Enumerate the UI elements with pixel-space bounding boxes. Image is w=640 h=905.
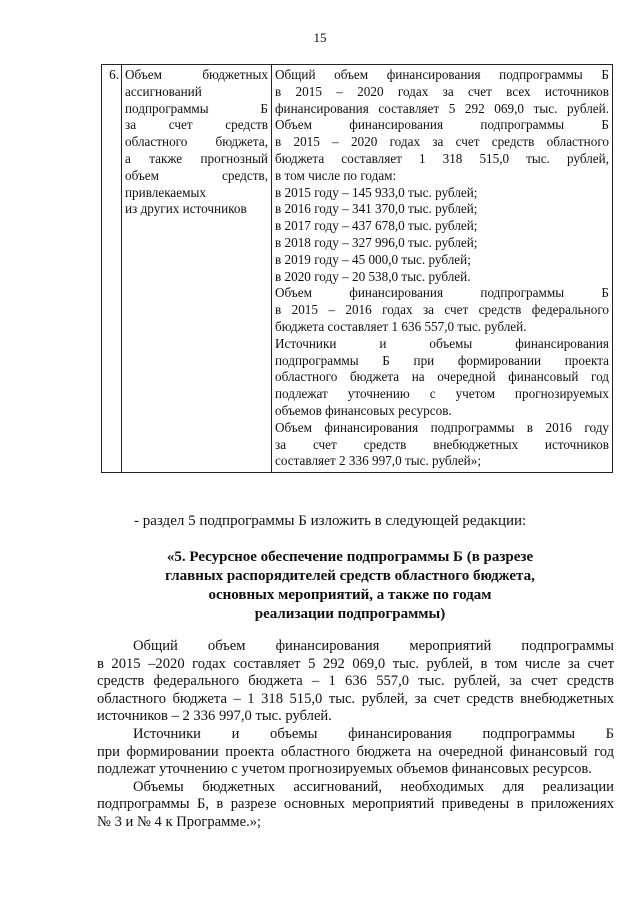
paragraph-line: Объемы бюджетных ассигнований, необходимых для реализации (133, 778, 614, 795)
content-line: Объем финансирования подпрограммы в 2016 году (275, 419, 609, 435)
content-line: в 2015 – 2016 годах за счет средств федерального (275, 302, 609, 318)
name-line: из других источников (125, 201, 247, 217)
name-line: за счет средств (125, 117, 268, 133)
name-line: областного бюджета, (125, 134, 268, 150)
name-line: подпрограммы Б (125, 100, 268, 116)
content-line: в 2018 году – 327 996,0 тыс. рублей; (275, 234, 478, 250)
content-line: Объем финансирования подпрограммы Б (275, 117, 609, 133)
content-line: в том числе по годам: (275, 167, 397, 183)
content-line: финансирования составляет 5 292 069,0 тыс. рублей. (275, 100, 609, 116)
row-content-cell (272, 65, 613, 473)
paragraph-line: Общий объем финансирования мероприятий подпрограммы (133, 638, 614, 654)
content-line: в 2015 – 2020 годах за счет всех источников (275, 83, 609, 99)
paragraph-line: при формировании проекта областного бюджета на очередной финансовый год (97, 743, 614, 760)
paragraph-line: № 3 и № 4 к Программе.»; (97, 813, 262, 830)
section-heading (140, 548, 560, 624)
section-body (97, 638, 614, 832)
content-line: Источники и объемы финансирования (275, 335, 609, 351)
paragraph-line: подлежат уточнению с учетом прогнозируемых объемов финансовых ресурсов. (97, 761, 592, 778)
content-line: бюджета составляет 1 318 515,0 тыс. рублей, (275, 150, 609, 166)
amendment-intro: - раздел 5 подпрограммы Б изложить в следующей редакции: (134, 513, 527, 529)
content-line: бюджета составляет 1 636 557,0 тыс. рублей. (275, 318, 527, 334)
paragraph-line: в 2015 –2020 годах составляет 5 292 069,0 тыс. рублей, в том числе за счет (97, 655, 614, 672)
paragraph (97, 779, 614, 832)
name-line: объем средств, (125, 167, 268, 183)
paragraph (97, 726, 614, 779)
paragraph-line: Источники и объемы финансирования подпрограммы Б (133, 725, 614, 742)
content-line: за счет средств внебюджетных источников (275, 436, 609, 452)
content-line: Объем финансирования подпрограммы Б (275, 285, 609, 301)
name-line: Объем бюджетных (125, 67, 268, 82)
content-line: составляет 2 336 997,0 тыс. рублей»; (275, 453, 481, 469)
content-line: в 2020 году – 20 538,0 тыс. рублей. (275, 268, 471, 284)
passport-table (101, 64, 613, 473)
content-line: в 2017 году – 437 678,0 тыс. рублей; (275, 218, 478, 234)
paragraph-line: источников – 2 336 997,0 тыс. рублей. (97, 708, 332, 725)
paragraph-line: средств федерального бюджета – 1 636 557,0 тыс. рублей, за счет средств (97, 673, 614, 690)
name-line: привлекаемых (125, 184, 206, 200)
content-line: подпрограммы Б при формировании проекта (275, 352, 609, 368)
content-line: объемов финансовых ресурсов. (275, 402, 452, 418)
name-line: а также прогнозный (125, 150, 268, 166)
paragraph-line: подпрограммы Б, в разрезе основных мероприятий приведены в приложениях (97, 796, 614, 813)
heading-line: главных распорядителей средств областного бюджета, (165, 568, 535, 584)
row-name-cell (122, 65, 272, 473)
heading-line: «5. Ресурсное обеспечение подпрограммы Б (в разрезе (166, 549, 534, 565)
paragraph (97, 638, 614, 726)
row-number: 6. (102, 65, 122, 473)
content-line: в 2015 – 2020 годах за счет средств областного (275, 134, 609, 150)
content-line: в 2015 году – 145 933,0 тыс. рублей; (275, 184, 478, 200)
heading-line: основных мероприятий, а также по годам (208, 587, 492, 603)
content-line: в 2019 году – 45 000,0 тыс. рублей; (275, 251, 471, 267)
name-line: ассигнований (125, 83, 202, 99)
page-number: 15 (313, 30, 327, 45)
content-line: Общий объем финансирования подпрограммы Б (275, 67, 609, 82)
content-line: в 2016 году – 341 370,0 тыс. рублей; (275, 201, 478, 217)
heading-line: реализации подпрограммы) (254, 606, 446, 622)
content-line: подлежат уточнению с учетом прогнозируемых (275, 386, 609, 402)
paragraph-line: областного бюджета – 1 318 515,0 тыс. рублей, за счет средств внебюджетных (97, 690, 614, 707)
table-row (102, 65, 613, 473)
content-line: областного бюджета на очередной финансовый год (275, 369, 609, 385)
